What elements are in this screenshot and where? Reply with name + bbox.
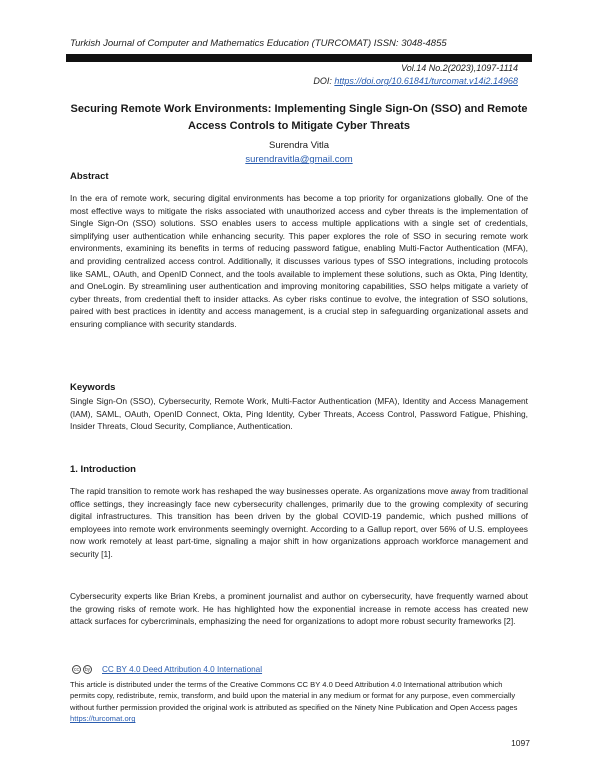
doi-line bbox=[313, 76, 518, 86]
by-icon: by bbox=[84, 666, 91, 673]
author-email bbox=[70, 154, 528, 165]
author-name: Surendra Vitla bbox=[268, 140, 330, 151]
abstract-heading: Abstract bbox=[70, 171, 109, 182]
doi-label: DOI: bbox=[313, 76, 332, 86]
abstract-text: In the era of remote work, securing digital environments has become a top priority for organizations globally. One of the most effective ways to mitigate the risks associated with unauthorized access and cyber threats is the implementation of Single Sign-On (SSO) solutions. SSO enables users to access multiple applications with a single set of credentials, simplifying user authentication while enhancing security. This paper explores the role of SSO in securing remote work environments, examining its benefits in terms of reducing password fatigue, enabling Multi-Factor Authentication (MFA), and providing centralized access control. Additionally, it discusses various types of SSO integrations, including protocols like SAML, OAuth, and OpenID Connect, and the tools available to implement these solutions, such as Okta, Ping Identity, and OneLogin. By streamlining user authentication and improving monitoring capabilities, SSO helps mitigate a variety of cyber threats, from credential theft to insider attacks. As cyber risks continue to evolve, the integration of SSO solutions, paired with best practices in identity and access management, is a crucial step in safeguarding organizational assets and ensuring compliance with security standards. bbox=[70, 193, 528, 329]
paper-title: Securing Remote Work Environments: Implementing Single Sign-On (SSO) and Remote Access Controls to Mitigate Cyber Threats bbox=[70, 103, 528, 132]
introduction-paragraph-1: The rapid transition to remote work has reshaped the way businesses operate. As organizations move away from traditional office settings, they increasingly face new cybersecurity challenges, primarily due to the growing complexity of securing digital infrastructures. This transition has been driven by the global COVID-19 pandemic, which pushed millions of employees into remote work environments seemingly overnight. According to a Gallup report, over 56% of U.S. employees now work remotely at least part-time, signaling a major shift in how organizations approach workforce management and security [1]. bbox=[70, 486, 528, 559]
license-body: This article is distributed under the terms of the Creative Commons CC BY 4.0 Deed Attribution 4.0 International attribution which permits copy, redistribute, remix, transform, and build upon the material in any medium or format for any purpose, even commercially without further permission provided the original work is attributed as specified on the Ninety Nine Publication and Open Access pages bbox=[70, 680, 518, 712]
author-email-link[interactable]: surendravitla@gmail.com bbox=[245, 154, 353, 165]
header-divider-bar bbox=[66, 54, 532, 62]
journal-header: Turkish Journal of Computer and Mathematics Education (TURCOMAT) ISSN: 3048-4855 bbox=[70, 38, 447, 49]
volume-info: Vol.14 No.2(2023),1097-1114 bbox=[401, 63, 518, 73]
introduction-heading: 1. Introduction bbox=[70, 464, 136, 475]
introduction-paragraph-2: Cybersecurity experts like Brian Krebs, a prominent journalist and author on cybersecurity, have frequently warned about the growing risks of remote work. He has highlighted how the exponential increase in remote access has created new attack surfaces for cybercriminals, emphasizing the need for organizations to adopt more robust security frameworks [2]. bbox=[70, 591, 528, 627]
keywords-text: Single Sign-On (SSO), Cybersecurity, Remote Work, Multi-Factor Authentication (MFA), Identity and Access Management (IAM), SAML, OAuth, OpenID Connect, Okta, Ping Identity, Cyber Threats, Access Control, Password Fatigue, Phishing, Insider Threats, Cloud Security, Compliance, Authentication. bbox=[70, 396, 528, 432]
page-number: 1097 bbox=[511, 738, 530, 748]
turcomat-link[interactable]: https://turcomat.org bbox=[70, 714, 136, 724]
doi-link[interactable]: https://doi.org/10.61841/turcomat.v14i2.14968 bbox=[334, 76, 518, 86]
keywords-heading: Keywords bbox=[70, 382, 116, 393]
cc-icon: cc bbox=[74, 666, 79, 673]
cc-license-badge bbox=[72, 664, 94, 674]
license-link[interactable]: CC BY 4.0 Deed Attribution 4.0 International bbox=[102, 665, 263, 674]
license-text bbox=[70, 679, 528, 725]
